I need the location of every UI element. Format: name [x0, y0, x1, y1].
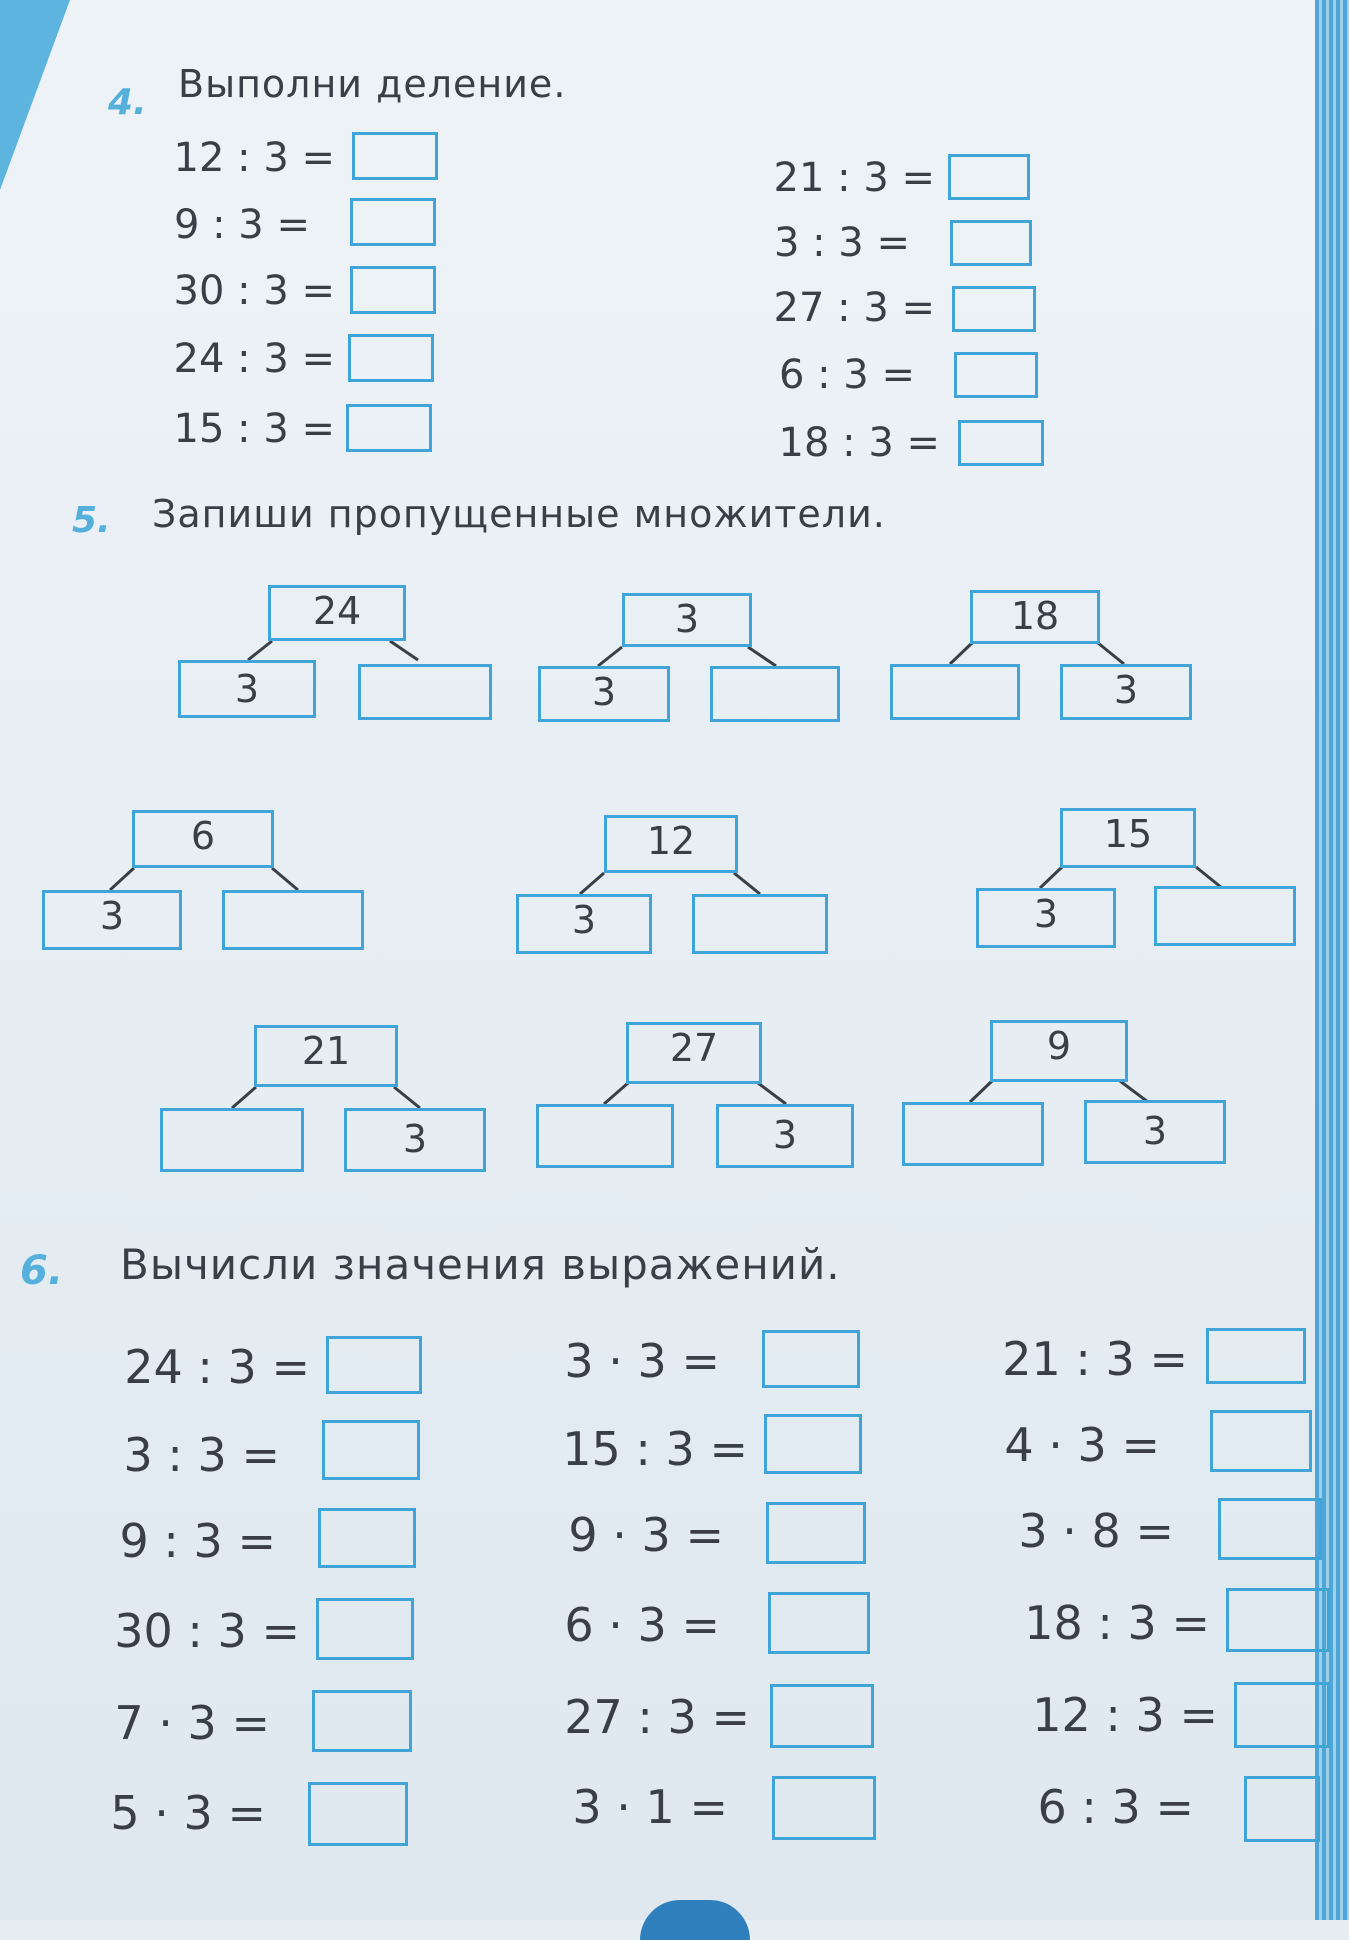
answer-box[interactable] [770, 1684, 874, 1748]
task6-number: 6. [20, 1248, 64, 1294]
answer-box[interactable] [1218, 1498, 1322, 1560]
answer-box[interactable] [316, 1598, 414, 1660]
task6-col2-eq-2: 15 : 3 = [562, 1422, 748, 1476]
tree8-right-factor: 3 [716, 1104, 854, 1168]
answer-box[interactable] [772, 1776, 876, 1840]
tree2-product: 3 [622, 593, 752, 647]
answer-box[interactable] [318, 1508, 416, 1568]
tree8-left-factor[interactable] [536, 1104, 674, 1168]
task6-title: Вычисли значения выражений. [120, 1240, 841, 1289]
task6-col1-eq-1: 24 : 3 = [124, 1340, 310, 1394]
task6-col1-eq-4: 30 : 3 = [114, 1604, 300, 1658]
tree8-product: 27 [626, 1022, 762, 1084]
task6-col1-eq-5: 7 · 3 = [114, 1696, 270, 1750]
tree1-product: 24 [268, 585, 406, 641]
tree7-product: 21 [254, 1025, 398, 1087]
task4-left-eq-3: 30 : 3 = [173, 268, 335, 314]
answer-box[interactable] [1244, 1776, 1320, 1842]
task6-col3-eq-3: 3 · 8 = [1018, 1504, 1174, 1558]
tree3-product: 18 [970, 590, 1100, 644]
task6-col3-eq-2: 4 · 3 = [1004, 1418, 1160, 1472]
tree2-left-factor: 3 [538, 666, 670, 722]
answer-box[interactable] [1234, 1682, 1330, 1748]
tree9-right-factor: 3 [1084, 1100, 1226, 1164]
task5-title: Запиши пропущенные множители. [152, 492, 886, 536]
answer-box[interactable] [322, 1420, 420, 1480]
task4-title: Выполни деление. [178, 62, 567, 106]
tree5-right-factor[interactable] [692, 894, 828, 954]
answer-box[interactable] [1206, 1328, 1306, 1384]
tree5-product: 12 [604, 815, 738, 873]
answer-box[interactable] [768, 1592, 870, 1654]
task6-col2-eq-4: 6 · 3 = [564, 1598, 720, 1652]
task6-col3-eq-5: 12 : 3 = [1032, 1688, 1218, 1742]
task4-number: 4. [108, 82, 147, 123]
tree4-left-factor: 3 [42, 890, 182, 950]
tree4-right-factor[interactable] [222, 890, 364, 950]
tree6-right-factor[interactable] [1154, 886, 1296, 946]
tree1-left-factor: 3 [178, 660, 316, 718]
task6-col2-eq-3: 9 · 3 = [568, 1508, 724, 1562]
answer-box[interactable] [326, 1336, 422, 1394]
tree3-left-factor[interactable] [890, 664, 1020, 720]
task6-col1-eq-3: 9 : 3 = [119, 1514, 276, 1568]
task6-col3-eq-1: 21 : 3 = [1002, 1332, 1188, 1386]
tree5-left-factor: 3 [516, 894, 652, 954]
task4-right-eq-1: 21 : 3 = [773, 155, 935, 201]
answer-box[interactable] [1210, 1410, 1312, 1472]
tree7-right-factor: 3 [344, 1108, 486, 1172]
task4-right-eq-4: 6 : 3 = [778, 352, 915, 398]
answer-box[interactable] [766, 1502, 866, 1564]
task6-col1-eq-2: 3 : 3 = [123, 1428, 280, 1482]
tree2-right-factor[interactable] [710, 666, 840, 722]
answer-box[interactable] [1226, 1588, 1330, 1652]
task4-right-eq-3: 27 : 3 = [773, 285, 935, 331]
task6-col3-eq-4: 18 : 3 = [1024, 1596, 1210, 1650]
task6-col2-eq-1: 3 · 3 = [564, 1334, 720, 1388]
tree9-left-factor[interactable] [902, 1102, 1044, 1166]
task6-col1-eq-6: 5 · 3 = [110, 1786, 266, 1840]
tree9-product: 9 [990, 1020, 1128, 1082]
task4-left-eq-5: 15 : 3 = [173, 406, 335, 452]
task5-number: 5. [72, 500, 111, 541]
task6-col2-eq-6: 3 · 1 = [572, 1780, 728, 1834]
tree6-product: 15 [1060, 808, 1196, 868]
tree7-left-factor[interactable] [160, 1108, 304, 1172]
tree3-right-factor: 3 [1060, 664, 1192, 720]
answer-box[interactable] [308, 1782, 408, 1846]
task4-left-eq-4: 24 : 3 = [173, 336, 335, 382]
answer-box[interactable] [764, 1414, 862, 1474]
tree4-product: 6 [132, 810, 274, 868]
task4-left-eq-2: 9 : 3 = [173, 202, 310, 248]
tree1-right-factor[interactable] [358, 664, 492, 720]
task6-col3-eq-6: 6 : 3 = [1037, 1780, 1194, 1834]
task4-right-eq-5: 18 : 3 = [778, 420, 940, 466]
answer-box[interactable] [762, 1330, 860, 1388]
answer-box[interactable] [312, 1690, 412, 1752]
task4-right-eq-2: 3 : 3 = [773, 220, 910, 266]
task6-col2-eq-5: 27 : 3 = [564, 1690, 750, 1744]
task4-left-eq-1: 12 : 3 = [173, 135, 335, 181]
tree6-left-factor: 3 [976, 888, 1116, 948]
